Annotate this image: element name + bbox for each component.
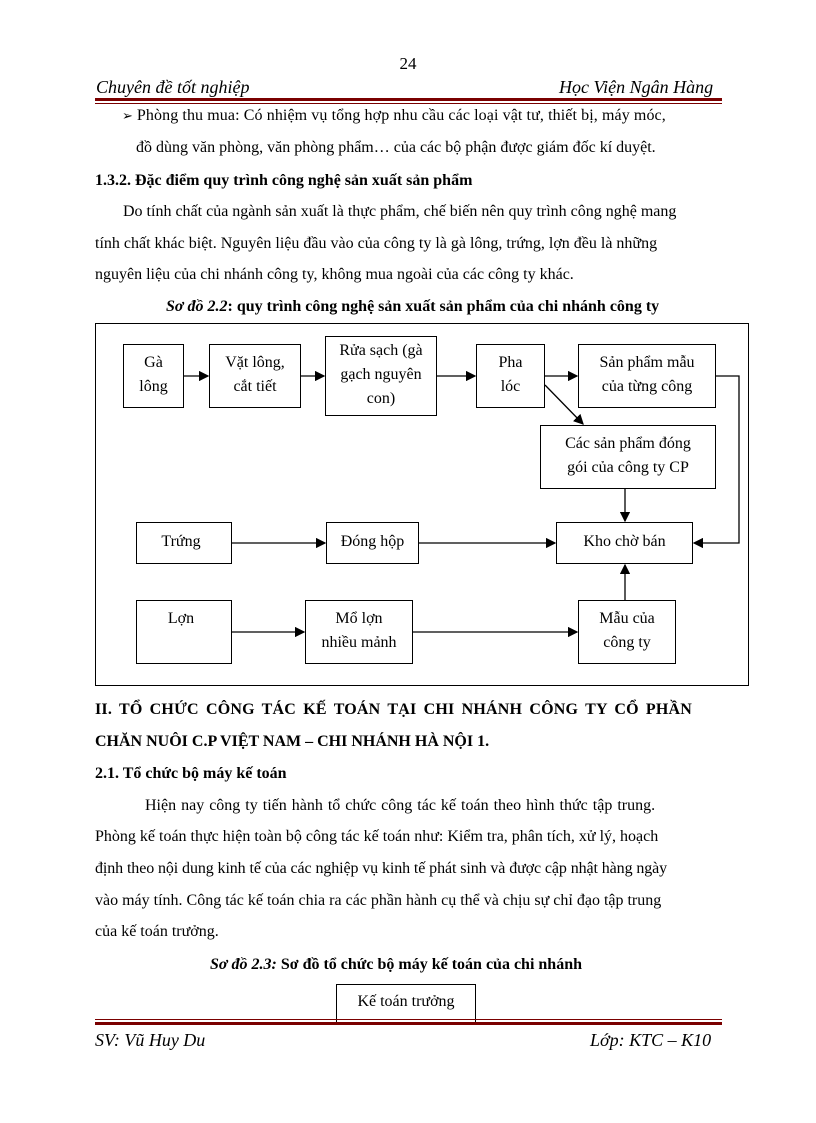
box-dong-goi: Các sản phẩm đóng gói của công ty CP	[540, 425, 716, 489]
box-ke-toan-truong: Kế toán trưởng	[336, 984, 476, 1024]
section-ii-heading-line-1: II. TỔ CHỨC CÔNG TÁC KẾ TOÁN TẠI CHI NHÁNH CÔNG TY CỔ PHẦN	[95, 701, 693, 718]
section-21-heading: 2.1. Tổ chức bộ máy kế toán	[95, 765, 287, 782]
diagram-22-caption-text: : quy trình công nghệ sản xuất sản phẩm của chi nhánh công ty	[227, 298, 660, 315]
page-number: 24	[399, 54, 417, 73]
section-21-para-line-3: định theo nội dung kinh tế của các nghiệp vụ kinh tế phát sinh và được cập nhật hàng ngày	[95, 860, 668, 877]
diagram-23-caption-text: Sơ đồ tổ chức bộ máy kế toán của chi nhánh	[276, 956, 582, 973]
section-21-para-line-5: của kế toán trưởng.	[95, 923, 219, 940]
section-21-para-line-2: Phòng kế toán thực hiện toàn bộ công tác kế toán như: Kiểm tra, phân tích, xử lý, hoạch	[95, 828, 659, 845]
section-132-para-line-1: Do tính chất của ngành sản xuất là thực phẩm, chế biến nên quy trình công nghệ mang	[123, 203, 677, 220]
box-kho-cho-ban: Kho chờ bán	[556, 522, 693, 564]
section-ii-heading-line-2: CHĂN NUÔI C.P VIỆT NAM – CHI NHÁNH HÀ NỘI 1.	[95, 733, 490, 750]
bullet-line-2: đồ dùng văn phòng, văn phòng phẩm… của các bộ phận được giám đốc kí duyệt.	[136, 139, 656, 156]
arrow-sanpham-to-kho	[694, 376, 739, 543]
box-trung: Trứng	[136, 522, 232, 564]
box-pha-loc: Pha lóc	[476, 344, 545, 408]
footer-rule-thick	[95, 1022, 722, 1025]
box-san-pham-mau: Sản phẩm mẫu của từng công	[578, 344, 716, 408]
diagram-23-caption-label: Sơ đồ 2.3:	[210, 956, 277, 973]
diagram-23-caption	[210, 956, 582, 974]
box-vat-long: Vặt lông, cắt tiết	[209, 344, 301, 408]
section-132-para-line-3: nguyên liệu của chi nhánh công ty, không mua ngoài của các công ty khác.	[95, 266, 574, 283]
arrow-pha-to-donggoi	[545, 385, 583, 424]
section-132-para-line-2: tính chất khác biệt. Nguyên liệu đầu vào của công ty là gà lông, trứng, lợn đều là những	[95, 235, 658, 252]
section-21-para-line-4: vào máy tính. Công tác kế toán chia ra các phần hành cụ thể và chịu sự chỉ đạo tập trung	[95, 892, 662, 909]
section-132-heading: 1.3.2. Đặc điểm quy trình công nghệ sản xuất sản phẩm	[95, 172, 473, 189]
footer-rule-thin	[95, 1019, 722, 1020]
box-rua-sach: Rửa sạch (gà gạch nguyên con)	[325, 336, 437, 416]
bullet-text-1: Phòng thu mua: Có nhiệm vụ tổng hợp nhu cầu các loại vật tư, thiết bị, máy móc,	[136, 107, 666, 124]
box-dong-hop: Đóng hộp	[326, 522, 419, 564]
header-left: Chuyên đề tốt nghiệp	[96, 77, 250, 97]
section-21-para-line-1: Hiện nay công ty tiến hành tổ chức công tác kế toán theo hình thức tập trung.	[145, 797, 656, 814]
header-right: Học Viện Ngân Hàng	[559, 77, 714, 97]
box-lon: Lợn	[136, 600, 232, 664]
box-mo-lon: Mổ lợn nhiều mảnh	[305, 600, 413, 664]
box-ga-long: Gà lông	[123, 344, 184, 408]
box-mau-cong-ty: Mẫu của công ty	[578, 600, 676, 664]
diagram-22-caption-label: Sơ đồ 2.2	[166, 298, 228, 315]
footer-left: SV: Vũ Huy Du	[95, 1030, 206, 1050]
bullet-arrow-icon: ➢	[122, 108, 133, 123]
footer-right: Lớp: KTC – K10	[590, 1030, 712, 1050]
